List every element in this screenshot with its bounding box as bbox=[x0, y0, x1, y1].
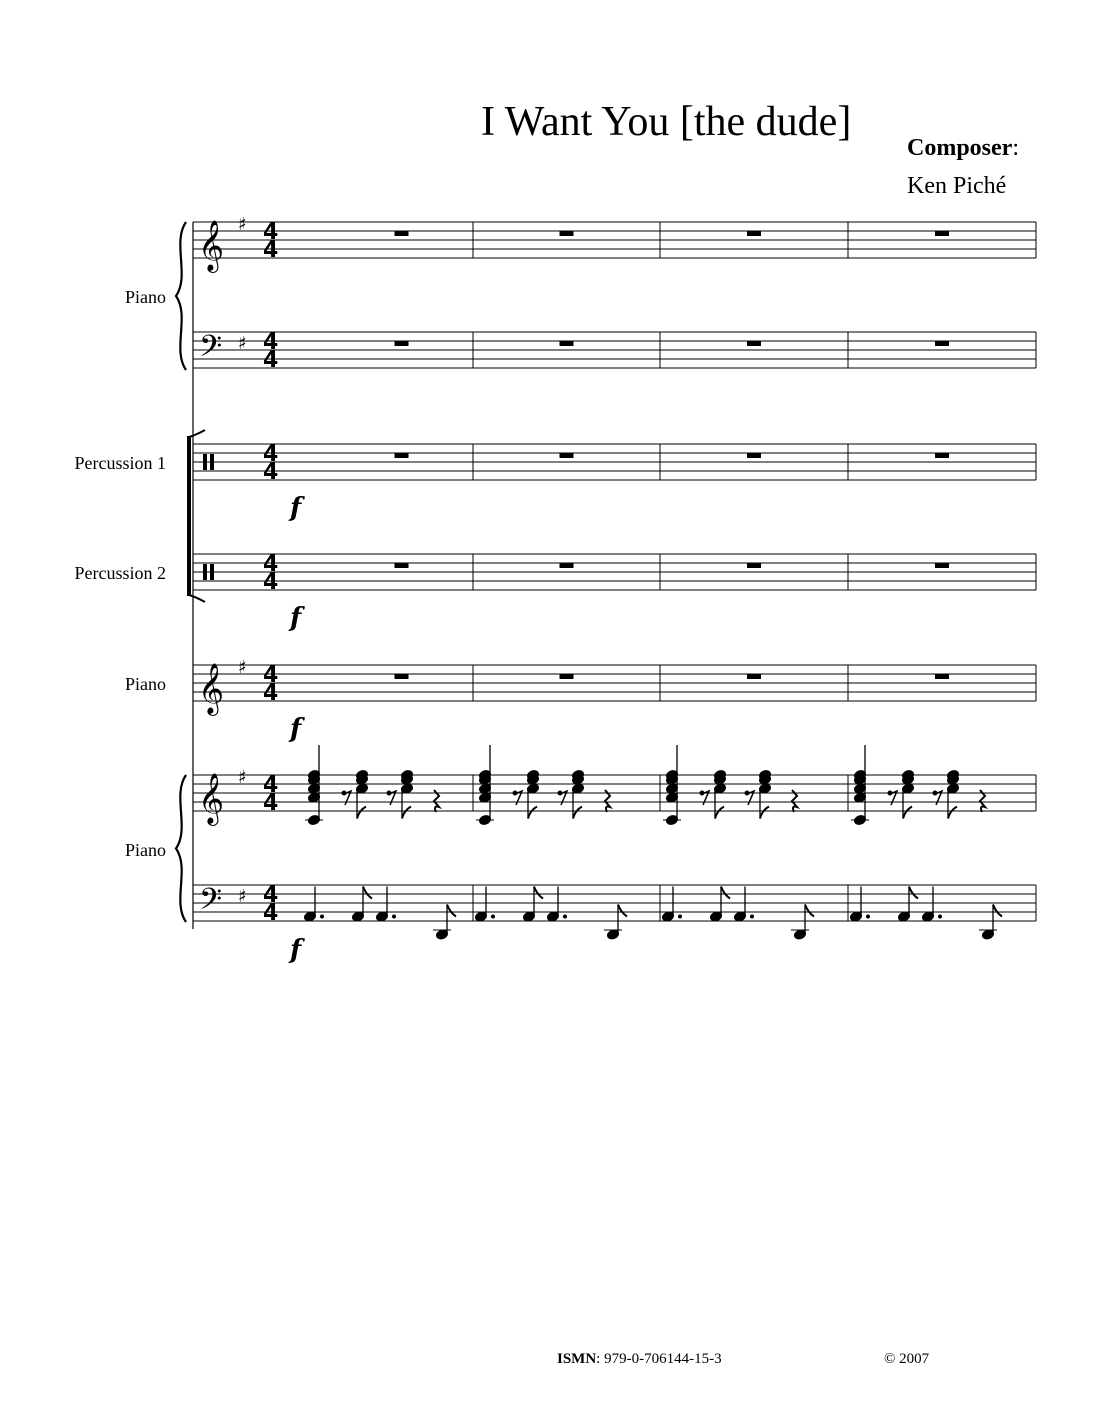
percussion-clef bbox=[210, 454, 214, 470]
augmentation-dot bbox=[750, 915, 754, 919]
eighth-flag bbox=[534, 887, 543, 899]
whole-rest bbox=[747, 453, 761, 458]
time-signature-den: 4 bbox=[263, 348, 279, 373]
time-signature-num: 4 bbox=[263, 442, 279, 467]
dynamic-forte: f bbox=[290, 935, 302, 965]
bracket-hook-bottom bbox=[189, 595, 205, 602]
key-sharp: ♯ bbox=[238, 214, 247, 235]
whole-rest bbox=[747, 563, 761, 568]
time-signature-den: 4 bbox=[263, 460, 279, 485]
whole-rest bbox=[747, 231, 761, 236]
whole-rest bbox=[560, 453, 574, 458]
eighth-rest bbox=[389, 791, 396, 805]
eighth-flag bbox=[805, 905, 814, 917]
eighth-flag bbox=[363, 887, 372, 899]
time-signature-den: 4 bbox=[263, 570, 279, 595]
instrument-name-piano-3: Piano bbox=[124, 840, 166, 860]
eighth-flag bbox=[993, 905, 1002, 917]
treble-clef: 𝄞 bbox=[198, 663, 225, 714]
dynamic-forte: f bbox=[290, 493, 302, 523]
time-signature-den: 4 bbox=[263, 901, 279, 926]
whole-rest bbox=[395, 341, 409, 346]
whole-rest bbox=[395, 453, 409, 458]
augmentation-dot bbox=[491, 915, 495, 919]
whole-rest bbox=[395, 231, 409, 236]
key-sharp: ♯ bbox=[238, 333, 247, 354]
composer-colon: : bbox=[1012, 135, 1019, 161]
ismn-value: : 979-0-706144-15-3 bbox=[596, 1351, 722, 1367]
eighth-flag bbox=[760, 807, 769, 819]
augmentation-dot bbox=[866, 915, 870, 919]
treble-clef: 𝄞 bbox=[198, 220, 225, 271]
score-title: I Want You [the dude] bbox=[481, 99, 852, 145]
time-signature-num: 4 bbox=[263, 773, 279, 798]
eighth-rest bbox=[890, 791, 897, 805]
instrument-name-percussion-1: Percussion 1 bbox=[74, 453, 166, 473]
eighth-flag bbox=[447, 905, 456, 917]
eighth-rest bbox=[935, 791, 942, 805]
treble-clef: 𝄞 bbox=[198, 773, 225, 824]
augmentation-dot bbox=[392, 915, 396, 919]
percussion-clef bbox=[203, 564, 207, 580]
dynamic-forte: f bbox=[290, 714, 302, 744]
instrument-name-percussion-2: Percussion 2 bbox=[74, 563, 166, 583]
instrument-name-piano-1: Piano bbox=[124, 287, 166, 307]
eighth-flag bbox=[528, 807, 537, 819]
bass-clef: 𝄢 bbox=[199, 883, 223, 924]
augmentation-dot bbox=[563, 915, 567, 919]
augmentation-dot bbox=[320, 915, 324, 919]
percussion-clef bbox=[203, 454, 207, 470]
whole-rest bbox=[935, 453, 949, 458]
whole-rest bbox=[747, 341, 761, 346]
ismn bbox=[557, 1350, 722, 1368]
time-signature-num: 4 bbox=[263, 663, 279, 688]
time-signature-num: 4 bbox=[263, 552, 279, 577]
time-signature-num: 4 bbox=[263, 883, 279, 908]
bracket-hook-top bbox=[189, 430, 205, 437]
eighth-flag bbox=[909, 887, 918, 899]
whole-rest bbox=[935, 341, 949, 346]
eighth-rest bbox=[515, 791, 522, 805]
eighth-rest bbox=[747, 791, 754, 805]
key-sharp: ♯ bbox=[238, 767, 247, 788]
time-signature-den: 4 bbox=[263, 791, 279, 816]
eighth-rest bbox=[344, 791, 351, 805]
composer-label-text: Composer bbox=[907, 135, 1013, 161]
whole-rest bbox=[560, 341, 574, 346]
percussion-clef bbox=[210, 564, 214, 580]
key-sharp: ♯ bbox=[238, 657, 247, 678]
augmentation-dot bbox=[938, 915, 942, 919]
eighth-rest bbox=[702, 791, 709, 805]
whole-rest bbox=[395, 674, 409, 679]
eighth-flag bbox=[573, 807, 582, 819]
brace-piano-3 bbox=[176, 775, 186, 922]
eighth-flag bbox=[948, 807, 957, 819]
eighth-flag bbox=[903, 807, 912, 819]
eighth-flag bbox=[357, 807, 366, 819]
composer-name: Ken Piché bbox=[907, 173, 1007, 199]
whole-rest bbox=[935, 563, 949, 568]
time-signature-den: 4 bbox=[263, 238, 279, 263]
whole-rest bbox=[560, 231, 574, 236]
eighth-flag bbox=[618, 905, 627, 917]
dynamic-forte: f bbox=[290, 603, 302, 633]
eighth-flag bbox=[715, 807, 724, 819]
eighth-flag bbox=[402, 807, 411, 819]
time-signature-den: 4 bbox=[263, 681, 279, 706]
eighth-flag bbox=[721, 887, 730, 899]
whole-rest bbox=[935, 231, 949, 236]
instrument-name-piano-2: Piano bbox=[124, 674, 166, 694]
ismn-label: ISMN bbox=[557, 1351, 597, 1367]
time-signature-num: 4 bbox=[263, 220, 279, 245]
bracket-percussion bbox=[187, 436, 191, 596]
whole-rest bbox=[395, 563, 409, 568]
key-sharp: ♯ bbox=[238, 886, 247, 907]
copyright: © 2007 bbox=[884, 1351, 930, 1367]
whole-rest bbox=[935, 674, 949, 679]
whole-rest bbox=[560, 563, 574, 568]
eighth-rest bbox=[560, 791, 567, 805]
bass-clef: 𝄢 bbox=[199, 330, 223, 371]
time-signature-num: 4 bbox=[263, 330, 279, 355]
augmentation-dot bbox=[678, 915, 682, 919]
brace-piano-1 bbox=[176, 222, 186, 370]
whole-rest bbox=[560, 674, 574, 679]
whole-rest bbox=[747, 674, 761, 679]
